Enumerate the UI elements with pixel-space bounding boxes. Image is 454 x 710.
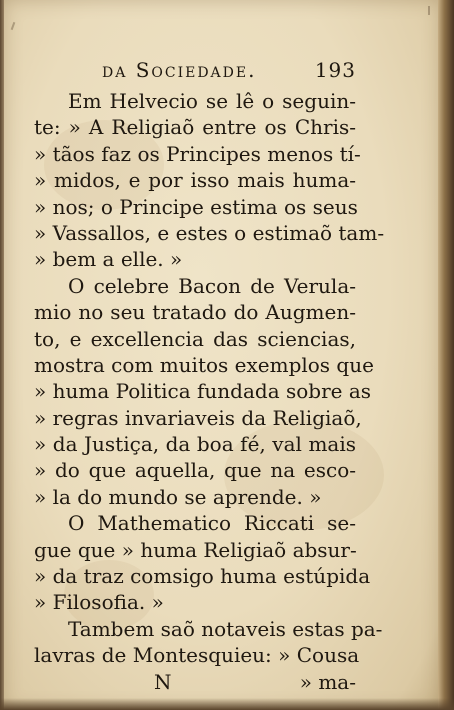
- text-line: » do que aquella, que na esco-: [34, 458, 356, 483]
- book-page: [4, 0, 440, 710]
- pencil-mark: [428, 6, 430, 15]
- text-line: » Vassallos, e estes o estimaõ tam-: [34, 220, 385, 245]
- text-line: Em Helvecio se lê o seguin-: [68, 89, 356, 113]
- catchword: » ma-: [299, 669, 356, 694]
- text-line: mio no seu tratado do Augmen-: [34, 300, 356, 325]
- page-shadow: [0, 698, 454, 710]
- page-text: [34, 58, 385, 695]
- running-head: da Sociedade.: [102, 58, 257, 82]
- text-line: O Mathematico Riccati se-: [68, 511, 356, 536]
- text-line: » regras invariaveis da Religiaõ,: [34, 405, 362, 430]
- pencil-mark: [11, 22, 16, 30]
- text-line: mostra com muitos exemplos que: [34, 352, 374, 377]
- text-line: lavras de Montesquieu: » Cousa: [34, 643, 360, 668]
- text-line: » huma Politica fundada sobre as: [34, 379, 372, 404]
- text-line: » da Justiça, da boa fé, val mais: [34, 432, 356, 457]
- text-line: » Filosofia. »: [34, 590, 164, 615]
- text-line: gue que » huma Religiaõ absur-: [34, 537, 357, 562]
- signature-mark: N: [154, 669, 172, 694]
- text-line: O celebre Bacon de Verula-: [68, 273, 356, 298]
- page-header: [34, 58, 356, 88]
- page-footer: [34, 669, 356, 695]
- body-text: [34, 88, 385, 669]
- text-line: » bem a elle. »: [34, 247, 183, 272]
- text-line: te: » A Religiaõ entre os Chris-: [34, 115, 356, 140]
- text-line: » tãos faz os Principes menos tí-: [34, 141, 361, 166]
- page-number: 193: [314, 58, 356, 82]
- page-edge: [438, 0, 454, 710]
- text-line: » la do mundo se aprende. »: [34, 484, 322, 509]
- text-line: » da traz comsigo huma estúpida: [34, 564, 371, 589]
- text-line: » nos; o Principe estima os seus: [34, 194, 358, 219]
- text-line: Tambem saõ notaveis estas pa-: [68, 616, 383, 641]
- text-line: » midos, e por isso mais huma-: [34, 168, 356, 193]
- text-line: to, e excellencia das sciencias,: [34, 326, 356, 351]
